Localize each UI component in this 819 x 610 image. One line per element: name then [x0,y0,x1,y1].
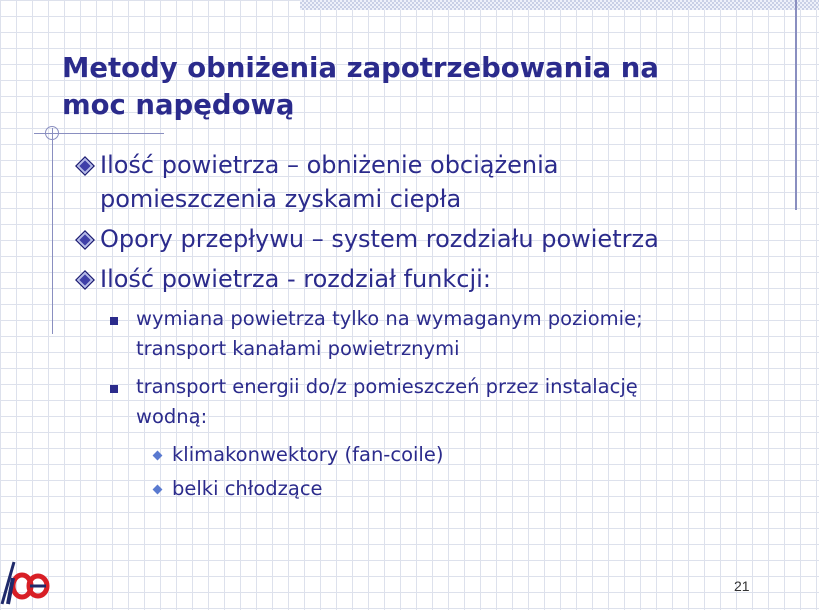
bullet-2-line-1: Opory przepływu – system rozdziału powietrza [100,225,659,253]
sub-sub-bullet-1-text: klimakonwektory (fan-coile) [172,443,444,466]
diamond-bullet-icon [75,270,95,290]
slide-title [62,50,762,124]
diamond-bullet-icon [75,230,95,250]
sub-bullet-item-1 [78,304,808,364]
slide-title-line-1: Metody obniżenia zapotrzebowania na [62,52,659,84]
bullet-item-1 [78,148,808,216]
bullet-item-3 [78,262,808,296]
small-diamond-bullet-icon [153,451,163,461]
sub-sub-bullet-2-text: belki chłodzące [172,477,323,500]
sub-bullet-2-line-2: wodną: [136,405,208,428]
sub-sub-bullet-item-1 [78,440,808,470]
small-diamond-bullet-icon [153,485,163,495]
bullet-1-line-1: Ilość powietrza – obniżenie obciążenia [100,151,559,179]
sub-bullet-1-line-1: wymiana powietrza tylko na wymaganym poziomie; [136,307,643,330]
page-number: 21 [734,578,750,594]
square-bullet-icon [110,317,118,325]
sub-bullet-item-2 [78,372,808,432]
slide-title-line-2: moc napędową [62,89,295,121]
sub-sub-bullet-item-2 [78,474,808,504]
top-decorative-band [300,0,819,10]
crosshair-circle-icon [45,126,59,140]
sub-bullet-1-line-2: transport kanałami powietrznymi [136,337,460,360]
bullet-3-line-1: Ilość powietrza - rozdział funkcji: [100,265,491,293]
pe-logo-icon [0,560,50,606]
bullet-list [78,148,808,504]
sub-bullet-2-line-1: transport energii do/z pomieszczeń przez instalację [136,375,638,398]
left-vertical-rule [52,128,53,334]
bullet-1-line-2: pomieszczenia zyskami ciepła [100,185,462,213]
bullet-item-2 [78,222,808,256]
diamond-bullet-icon [75,156,95,176]
square-bullet-icon [110,385,118,393]
